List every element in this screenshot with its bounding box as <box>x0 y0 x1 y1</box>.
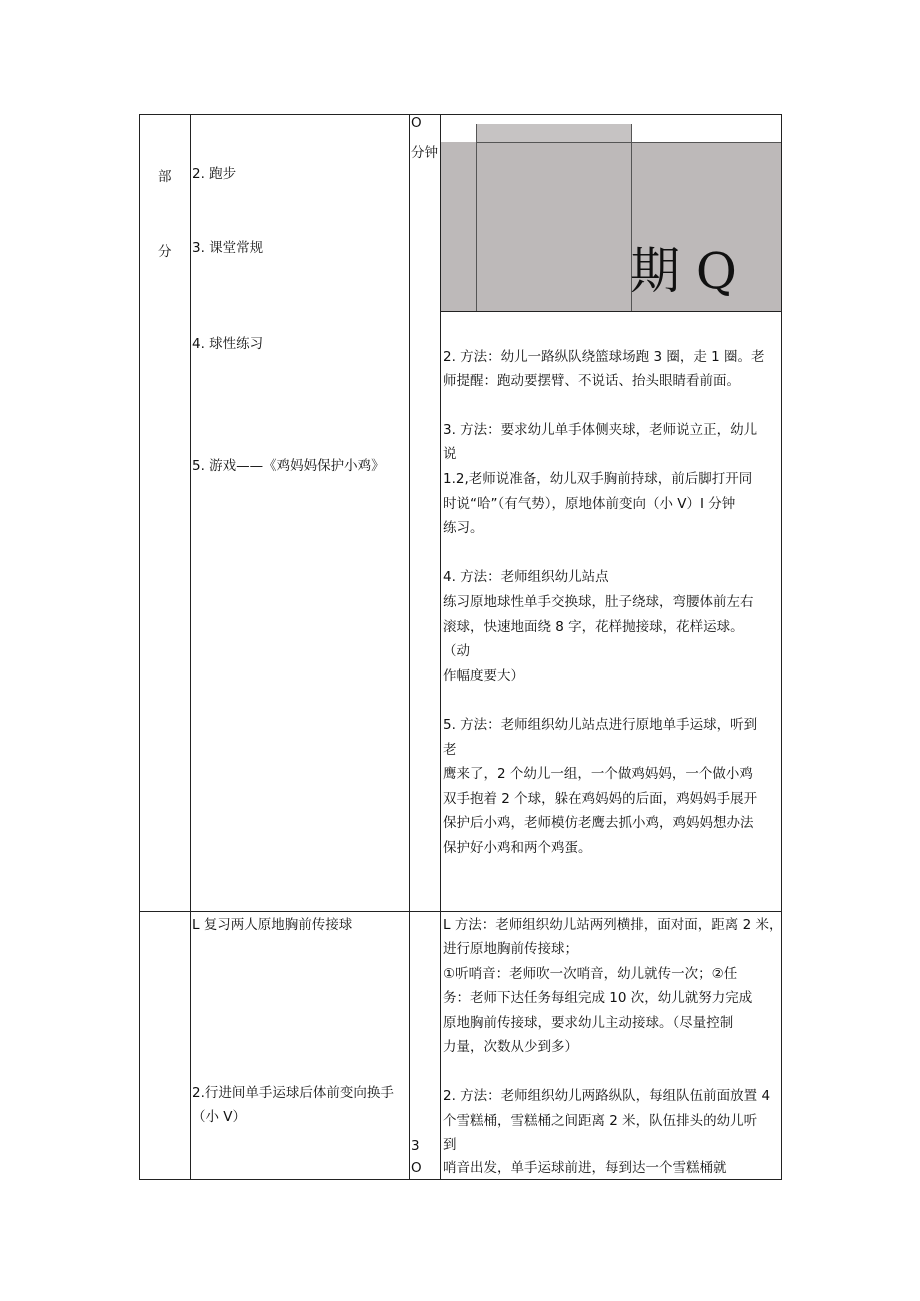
method-r2-1-line-4: 务：老师下达任务每组完成 10 次，幼儿就努力完成 <box>443 990 753 1006</box>
item-class-routine: 3. 课堂常规 <box>192 240 264 256</box>
method-4-line-5: 作幅度要大） <box>443 668 524 684</box>
method-r2-1-line-2: 进行原地胸前传接球； <box>443 941 578 957</box>
time-unit-row2: O <box>411 1160 422 1176</box>
section-label-char-1: 部 <box>158 169 172 185</box>
method-r2-2-line-3: 到 <box>443 1137 457 1153</box>
table-bottom-border <box>139 1179 782 1180</box>
table-right-border <box>781 114 782 1180</box>
method-5-line-1: 5. 方法：老师组织幼儿站点进行原地单手运球，听到 <box>443 717 758 733</box>
column-divider-1 <box>190 114 191 1180</box>
item-dribble-line-2: （小 V） <box>192 1109 247 1125</box>
item-ball-practice: 4. 球性练习 <box>192 336 264 352</box>
method-5-line-6: 保护好小鸡和两个鸡蛋。 <box>443 840 592 856</box>
method-r2-2-line-1: 2. 方法：老师组织幼儿两路纵队，每组队伍前面放置 4 <box>443 1088 771 1104</box>
method-3-line-4: 时说“哈”（有气势），原地体前变向（小 V）I 分钟 <box>443 496 736 512</box>
column-divider-2 <box>409 114 410 1180</box>
item-dribble-line-1: 2.行进间单手运球后体前变向换手 <box>192 1085 394 1101</box>
method-r2-1-line-3: ①听哨音：老师吹一次哨音，幼儿就传一次；②任 <box>443 966 738 982</box>
method-4-line-3: 滚球，快速地面绕 8 字，花样抛接球，花样运球。 <box>443 619 744 635</box>
method-2-line-1: 2. 方法：幼儿一路纵队绕篮球场跑 3 圈，走 1 圈。老 <box>443 349 765 365</box>
method-4-line-1: 4. 方法：老师组织幼儿站点 <box>443 569 609 585</box>
method-5-line-5: 保护后小鸡，老师模仿老鹰去抓小鸡，鸡妈妈想办法 <box>443 815 754 831</box>
method-4-line-4: （动 <box>443 643 470 659</box>
method-r2-1-line-5: 原地胸前传接球，要求幼儿主动接球。（尽量控制 <box>443 1015 734 1031</box>
row-divider <box>139 911 782 912</box>
figure-caption: 期 Q <box>630 242 737 300</box>
method-r2-2-line-4: 哨音出发，单手运球前进，每到达一个雪糕桶就 <box>443 1160 727 1176</box>
method-4-line-2: 练习原地球性单手交换球，肚子绕球，弯腰体前左右 <box>443 594 754 610</box>
time-value-row2: 3 <box>411 1138 420 1154</box>
figure-inner-top <box>476 142 781 143</box>
method-5-line-2: 老 <box>443 742 457 758</box>
section-label-char-2: 分 <box>158 244 172 260</box>
item-chest-pass: L 复习两人原地胸前传接球 <box>192 917 353 933</box>
item-run: 2. 跑步 <box>192 166 237 182</box>
method-r2-1-line-6: 力量，次数从少到多） <box>443 1039 578 1055</box>
method-3-line-5: 练习。 <box>443 520 484 536</box>
method-r2-2-line-2: 个雪糕桶，雪糕桶之间距离 2 米，队伍排头的幼儿听 <box>443 1113 758 1129</box>
method-3-line-2: 说 <box>443 446 457 462</box>
method-5-line-3: 鹰来了，2 个幼儿一组，一个做鸡妈妈，一个做小鸡 <box>443 766 753 782</box>
time-unit: 分钟 <box>411 145 438 161</box>
method-r2-1-line-1: L 方法：老师组织幼儿站两列横排，面对面，距离 2 米， <box>443 917 783 933</box>
method-3-line-1: 3. 方法：要求幼儿单手体侧夹球，老师说立正，幼儿 <box>443 422 758 438</box>
figure-inner-left <box>476 124 477 311</box>
method-5-line-4: 双手抱着 2 个球，躲在鸡妈妈的后面，鸡妈妈手展开 <box>443 791 758 807</box>
time-value: O <box>411 115 422 131</box>
table-top-border <box>139 114 782 115</box>
method-2-line-2: 师提醒：跑动要摆臂、不说话、抬头眼睛看前面。 <box>443 373 740 389</box>
method-3-line-3: 1.2,老师说准备，幼儿双手胸前持球，前后脚打开同 <box>443 471 753 487</box>
figure-top-strip <box>476 124 631 143</box>
figure-bottom-border <box>440 311 782 312</box>
table-left-border <box>139 114 140 1180</box>
item-game: 5. 游戏——《鸡妈妈保护小鸡》 <box>192 458 385 474</box>
